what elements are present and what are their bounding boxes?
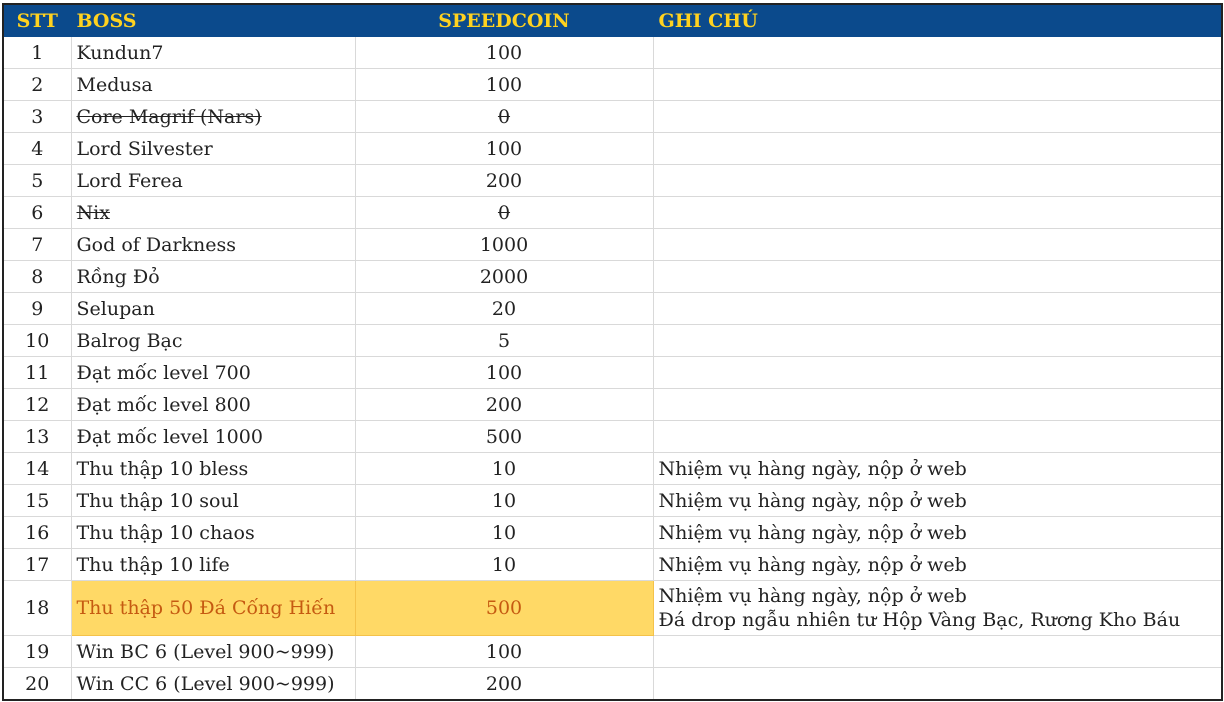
header-note[interactable]: GHI CHÚ <box>653 4 1222 37</box>
boss-name: Selupan <box>76 297 155 320</box>
cell-stt[interactable] <box>3 261 71 293</box>
cell-note[interactable] <box>653 485 1222 517</box>
cell-note[interactable] <box>653 636 1222 668</box>
boss-name: Thu thập 10 chaos <box>76 521 255 544</box>
boss-name: Medusa <box>76 73 153 96</box>
stt-value: 16 <box>25 521 50 544</box>
cell-stt[interactable] <box>3 485 71 517</box>
cell-speedcoin[interactable] <box>355 581 653 636</box>
cell-stt[interactable] <box>3 69 71 101</box>
table-row <box>3 101 1222 133</box>
note-line: Nhiệm vụ hàng ngày, nộp ở web <box>658 521 967 544</box>
cell-note[interactable] <box>653 517 1222 549</box>
stt-value: 14 <box>25 457 50 480</box>
cell-speedcoin[interactable] <box>355 668 653 701</box>
cell-boss[interactable] <box>71 485 355 517</box>
cell-speedcoin[interactable] <box>355 37 653 69</box>
cell-stt[interactable] <box>3 101 71 133</box>
stt-value: 18 <box>25 597 50 619</box>
cell-note[interactable] <box>653 581 1222 636</box>
cell-stt[interactable] <box>3 229 71 261</box>
cell-stt[interactable] <box>3 453 71 485</box>
boss-name: Win CC 6 (Level 900~999) <box>76 672 335 695</box>
speedcoin-value: 10 <box>491 489 517 512</box>
cell-stt[interactable] <box>3 389 71 421</box>
note-content <box>659 489 1217 513</box>
cell-boss[interactable] <box>71 69 355 101</box>
cell-note[interactable] <box>653 69 1222 101</box>
cell-note[interactable] <box>653 357 1222 389</box>
table-row <box>3 517 1222 549</box>
table-row <box>3 37 1222 69</box>
cell-boss[interactable] <box>71 293 355 325</box>
stt-value: 12 <box>25 393 50 416</box>
cell-stt[interactable] <box>3 325 71 357</box>
table-row <box>3 165 1222 197</box>
speedcoin-value: 100 <box>485 41 523 64</box>
table-row <box>3 69 1222 101</box>
table-row <box>3 421 1222 453</box>
note-line: Nhiệm vụ hàng ngày, nộp ở web <box>658 553 967 576</box>
cell-boss[interactable] <box>71 549 355 581</box>
table-row <box>3 485 1222 517</box>
cell-speedcoin[interactable] <box>355 69 653 101</box>
header-stt[interactable]: STT <box>3 4 71 37</box>
boss-name: Nix <box>76 201 110 224</box>
boss-name: Đạt mốc level 700 <box>76 361 251 384</box>
cell-note[interactable] <box>653 229 1222 261</box>
cell-speedcoin[interactable] <box>355 357 653 389</box>
cell-note[interactable] <box>653 389 1222 421</box>
cell-note[interactable] <box>653 421 1222 453</box>
boss-name: Thu thập 10 soul <box>76 489 239 512</box>
cell-speedcoin[interactable] <box>355 389 653 421</box>
cell-stt[interactable] <box>3 293 71 325</box>
note-content <box>659 521 1217 545</box>
cell-speedcoin[interactable] <box>355 293 653 325</box>
note-content <box>659 584 1217 632</box>
table-row <box>3 668 1222 701</box>
boss-reward-table <box>2 3 1223 701</box>
cell-note[interactable] <box>653 293 1222 325</box>
cell-stt[interactable] <box>3 636 71 668</box>
stt-value: 1 <box>31 41 44 64</box>
cell-stt[interactable] <box>3 357 71 389</box>
boss-name: Win BC 6 (Level 900~999) <box>76 640 335 663</box>
cell-stt[interactable] <box>3 517 71 549</box>
cell-boss[interactable] <box>71 229 355 261</box>
speedcoin-value: 100 <box>485 73 523 96</box>
stt-value: 9 <box>31 297 44 320</box>
cell-note[interactable] <box>653 668 1222 701</box>
cell-boss[interactable] <box>71 668 355 701</box>
cell-stt[interactable] <box>3 165 71 197</box>
table-row <box>3 549 1222 581</box>
boss-name: Thu thập 10 life <box>76 553 230 576</box>
speedcoin-value: 100 <box>485 137 523 160</box>
table-body <box>3 37 1222 701</box>
cell-speedcoin[interactable] <box>355 517 653 549</box>
cell-boss[interactable] <box>71 325 355 357</box>
speedcoin-value: 10 <box>491 521 517 544</box>
cell-boss[interactable] <box>71 165 355 197</box>
speedcoin-value: 0 <box>497 105 511 128</box>
note-line: Nhiệm vụ hàng ngày, nộp ở web <box>658 457 967 480</box>
table-row <box>3 133 1222 165</box>
table-row <box>3 389 1222 421</box>
table-row <box>3 453 1222 485</box>
cell-stt[interactable] <box>3 668 71 701</box>
boss-name: Lord Silvester <box>76 137 213 160</box>
note-line: Nhiệm vụ hàng ngày, nộp ở web <box>658 585 967 607</box>
cell-boss[interactable] <box>71 389 355 421</box>
stt-value: 8 <box>31 265 44 288</box>
table-row <box>3 581 1222 636</box>
stt-value: 7 <box>31 233 44 256</box>
speedcoin-value: 100 <box>485 361 523 384</box>
cell-boss[interactable] <box>71 453 355 485</box>
cell-speedcoin[interactable] <box>355 549 653 581</box>
cell-stt[interactable] <box>3 37 71 69</box>
speedcoin-value: 1000 <box>479 233 529 256</box>
cell-boss[interactable] <box>71 581 355 636</box>
speedcoin-value: 5 <box>497 329 511 352</box>
table-row <box>3 197 1222 229</box>
cell-note[interactable] <box>653 197 1222 229</box>
cell-note[interactable] <box>653 453 1222 485</box>
cell-speedcoin[interactable] <box>355 197 653 229</box>
stt-value: 20 <box>25 672 50 695</box>
table-row <box>3 261 1222 293</box>
boss-name: Kundun7 <box>76 41 164 64</box>
speedcoin-value: 200 <box>485 672 523 695</box>
cell-note[interactable] <box>653 165 1222 197</box>
boss-name: Core Magrif (Nars) <box>76 105 262 128</box>
cell-boss[interactable] <box>71 37 355 69</box>
cell-speedcoin[interactable] <box>355 229 653 261</box>
cell-speedcoin[interactable] <box>355 636 653 668</box>
boss-name: Đạt mốc level 800 <box>76 393 251 416</box>
speedcoin-value: 20 <box>491 297 517 320</box>
table-row <box>3 325 1222 357</box>
cell-boss[interactable] <box>71 133 355 165</box>
cell-speedcoin[interactable] <box>355 133 653 165</box>
cell-stt[interactable] <box>3 421 71 453</box>
cell-note[interactable] <box>653 133 1222 165</box>
cell-boss[interactable] <box>71 357 355 389</box>
stt-value: 15 <box>25 489 50 512</box>
stt-value: 5 <box>31 169 44 192</box>
table-row <box>3 357 1222 389</box>
note-line: Nhiệm vụ hàng ngày, nộp ở web <box>658 489 967 512</box>
cell-note[interactable] <box>653 549 1222 581</box>
speedcoin-value: 500 <box>485 425 523 448</box>
cell-speedcoin[interactable] <box>355 165 653 197</box>
stt-value: 19 <box>25 640 50 663</box>
note-line: Đá drop ngẫu nhiên tư Hộp Vàng Bạc, Rương Kho Báu <box>658 609 1181 631</box>
stt-value: 6 <box>31 201 44 224</box>
speedcoin-value: 500 <box>485 597 523 619</box>
cell-boss[interactable] <box>71 421 355 453</box>
boss-name: Rồng Đỏ <box>76 265 160 288</box>
cell-speedcoin[interactable] <box>355 421 653 453</box>
speedcoin-value: 200 <box>485 169 523 192</box>
cell-note[interactable] <box>653 261 1222 293</box>
cell-boss[interactable] <box>71 101 355 133</box>
speedcoin-value: 10 <box>491 457 517 480</box>
cell-speedcoin[interactable] <box>355 485 653 517</box>
cell-note[interactable] <box>653 325 1222 357</box>
boss-name: Balrog Bạc <box>76 329 183 352</box>
speedcoin-value: 0 <box>497 201 511 224</box>
speedcoin-value: 100 <box>485 640 523 663</box>
cell-boss[interactable] <box>71 636 355 668</box>
cell-note[interactable] <box>653 101 1222 133</box>
stt-value: 3 <box>31 105 44 128</box>
table-row <box>3 636 1222 668</box>
speedcoin-value: 10 <box>491 553 517 576</box>
speedcoin-value: 2000 <box>479 265 529 288</box>
cell-speedcoin[interactable] <box>355 101 653 133</box>
table-row <box>3 293 1222 325</box>
stt-value: 17 <box>25 553 50 576</box>
cell-note[interactable] <box>653 37 1222 69</box>
table-row <box>3 229 1222 261</box>
header-row <box>3 4 1222 37</box>
boss-name: God of Darkness <box>76 233 236 256</box>
cell-speedcoin[interactable] <box>355 261 653 293</box>
cell-boss[interactable] <box>71 517 355 549</box>
stt-value: 2 <box>31 73 44 96</box>
cell-speedcoin[interactable] <box>355 325 653 357</box>
header-speedcoin[interactable]: SPEEDCOIN <box>355 4 653 37</box>
speedcoin-value: 200 <box>485 393 523 416</box>
stt-value: 13 <box>25 425 50 448</box>
cell-stt[interactable] <box>3 581 71 636</box>
cell-speedcoin[interactable] <box>355 453 653 485</box>
cell-boss[interactable] <box>71 197 355 229</box>
cell-stt[interactable] <box>3 133 71 165</box>
stt-value: 11 <box>25 361 50 384</box>
cell-stt[interactable] <box>3 197 71 229</box>
note-content <box>659 457 1217 481</box>
boss-name: Lord Ferea <box>76 169 183 192</box>
header-boss[interactable]: BOSS <box>71 4 355 37</box>
note-content <box>659 553 1217 577</box>
stt-value: 4 <box>31 137 44 160</box>
boss-name: Đạt mốc level 1000 <box>76 425 263 448</box>
cell-stt[interactable] <box>3 549 71 581</box>
cell-boss[interactable] <box>71 261 355 293</box>
stt-value: 10 <box>25 329 50 352</box>
boss-name: Thu thập 10 bless <box>76 457 249 480</box>
boss-name: Thu thập 50 Đá Cống Hiến <box>76 597 336 619</box>
